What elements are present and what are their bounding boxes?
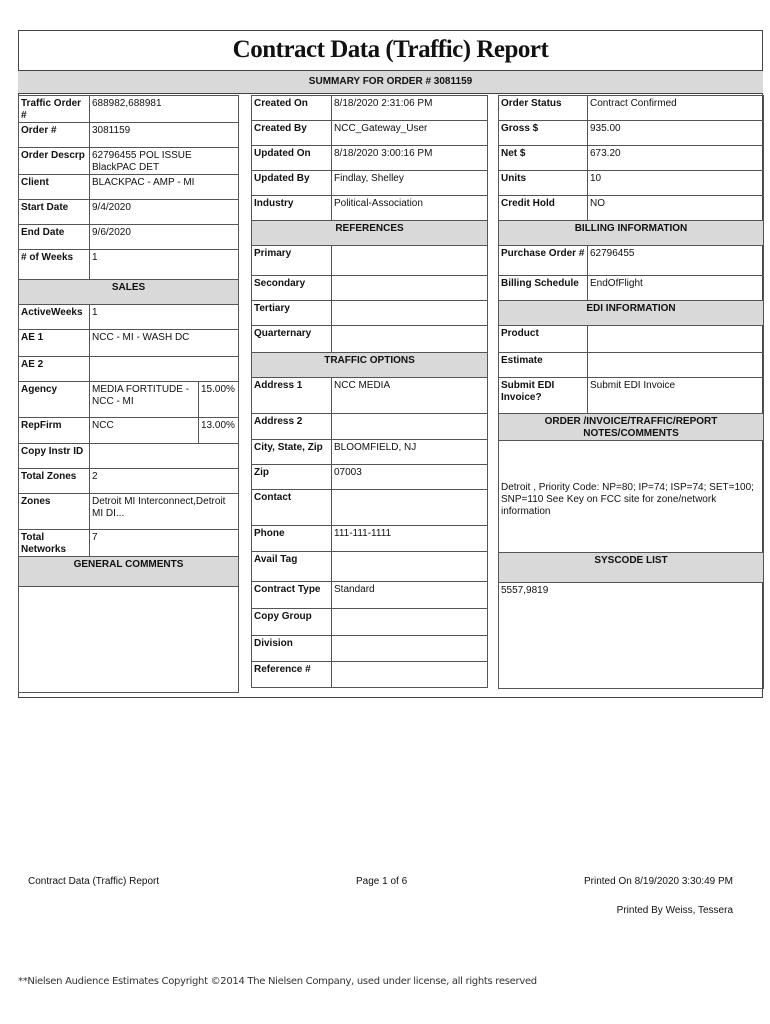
total-networks-label: Total Networks <box>19 530 90 557</box>
tertiary-label: Tertiary <box>252 301 332 326</box>
total-zones-value: 2 <box>90 469 239 494</box>
syscode-value: 5557,9819 <box>499 583 764 689</box>
address2-label: Address 2 <box>252 414 332 440</box>
order-descr-label: Order Descrp <box>19 148 90 175</box>
secondary-value <box>332 276 488 301</box>
avail-tag-value <box>332 552 488 582</box>
traffic-order-label: Traffic Order # <box>19 96 90 123</box>
copy-group-label: Copy Group <box>252 609 332 636</box>
purchase-order-value: 62796455 <box>588 246 764 276</box>
footer-report-name: Contract Data (Traffic) Report <box>28 876 160 887</box>
ae2-label: AE 2 <box>19 357 90 382</box>
client-value: BLACKPAC - AMP - MI <box>90 175 239 200</box>
zones-value: Detroit MI Interconnect,Detroit MI DI... <box>90 494 239 530</box>
updated-by-value: Findlay, Shelley <box>332 171 488 196</box>
net-label: Net $ <box>499 146 588 171</box>
repfirm-value: NCC <box>90 418 199 444</box>
billing-header: BILLING INFORMATION <box>499 221 764 246</box>
order-status-value: Contract Confirmed <box>588 96 764 121</box>
ae1-label: AE 1 <box>19 330 90 357</box>
repfirm-label: RepFirm <box>19 418 90 444</box>
primary-label: Primary <box>252 246 332 276</box>
industry-value: Political-Association <box>332 196 488 221</box>
city-value: BLOOMFIELD, NJ <box>332 440 488 465</box>
industry-label: Industry <box>252 196 332 221</box>
copy-group-value <box>332 609 488 636</box>
order-status-label: Order Status <box>499 96 588 121</box>
notes-text: Detroit , Priority Code: NP=80; IP=74; ISP=74; SET=100; SNP=110 See Key on FCC site for zone/network information <box>501 481 754 517</box>
repfirm-pct: 13.00% <box>199 418 239 444</box>
left-table <box>18 95 239 693</box>
order-value: 3081159 <box>90 123 239 148</box>
estimate-label: Estimate <box>499 353 588 378</box>
gross-label: Gross $ <box>499 121 588 146</box>
zones-label: Zones <box>19 494 90 530</box>
created-on-label: Created On <box>252 96 332 121</box>
copy-instr-value <box>90 444 239 469</box>
right-table <box>498 95 764 689</box>
order-descr-value: 62796455 POL ISSUE BlackPAC DET <box>90 148 239 175</box>
ae1-value: NCC - MI - WASH DC <box>90 330 239 357</box>
agency-label: Agency <box>19 382 90 418</box>
created-by-label: Created By <box>252 121 332 146</box>
start-date-value: 9/4/2020 <box>90 200 239 225</box>
traffic-options-header: TRAFFIC OPTIONS <box>252 353 488 378</box>
division-label: Division <box>252 636 332 662</box>
weeks-value: 1 <box>90 250 239 280</box>
credit-hold-value: NO <box>588 196 764 221</box>
primary-value <box>332 246 488 276</box>
end-date-label: End Date <box>19 225 90 250</box>
quarternary-label: Quarternary <box>252 326 332 353</box>
submit-edi-value: Submit EDI Invoice <box>588 378 764 414</box>
weeks-label: # of Weeks <box>19 250 90 280</box>
division-value <box>332 636 488 662</box>
contact-label: Contact <box>252 490 332 526</box>
contract-type-label: Contract Type <box>252 582 332 609</box>
city-label: City, State, Zip <box>252 440 332 465</box>
phone-value: 111-111-1111 <box>332 526 488 552</box>
secondary-label: Secondary <box>252 276 332 301</box>
created-by-value: NCC_Gateway_User <box>332 121 488 146</box>
active-weeks-label: ActiveWeeks <box>19 305 90 330</box>
agency-pct: 15.00% <box>199 382 239 418</box>
phone-label: Phone <box>252 526 332 552</box>
syscode-header: SYSCODE LIST <box>499 553 764 583</box>
units-value: 10 <box>588 171 764 196</box>
general-comments-body <box>19 587 239 693</box>
gross-value: 935.00 <box>588 121 764 146</box>
updated-on-label: Updated On <box>252 146 332 171</box>
total-networks-value: 7 <box>90 530 239 557</box>
notes-body <box>499 441 764 553</box>
client-label: Client <box>19 175 90 200</box>
reference-label: Reference # <box>252 662 332 688</box>
summary-bar: SUMMARY FOR ORDER # 3081159 <box>18 70 763 94</box>
ae2-value <box>90 357 239 382</box>
billing-schedule-label: Billing Schedule <box>499 276 588 301</box>
updated-by-label: Updated By <box>252 171 332 196</box>
net-value: 673.20 <box>588 146 764 171</box>
product-label: Product <box>499 326 588 353</box>
zip-label: Zip <box>252 465 332 490</box>
report-title: Contract Data (Traffic) Report <box>232 36 549 63</box>
active-weeks-value: 1 <box>90 305 239 330</box>
end-date-value: 9/6/2020 <box>90 225 239 250</box>
footer-copyright: **Nielsen Audience Estimates Copyright ©2014 The Nielsen Company, used under license, all rights reserved <box>18 976 537 987</box>
submit-edi-label: Submit EDI Invoice? <box>499 378 588 414</box>
units-label: Units <box>499 171 588 196</box>
middle-table <box>251 95 488 688</box>
address2-value <box>332 414 488 440</box>
start-date-label: Start Date <box>19 200 90 225</box>
address1-label: Address 1 <box>252 378 332 414</box>
reference-value <box>332 662 488 688</box>
copy-instr-label: Copy Instr ID <box>19 444 90 469</box>
total-zones-label: Total Zones <box>19 469 90 494</box>
estimate-value <box>588 353 764 378</box>
footer-page: Page 1 of 6 <box>356 876 408 887</box>
avail-tag-label: Avail Tag <box>252 552 332 582</box>
purchase-order-label: Purchase Order # <box>499 246 588 276</box>
quarternary-value <box>332 326 488 353</box>
zip-value: 07003 <box>332 465 488 490</box>
references-header: REFERENCES <box>252 221 488 246</box>
agency-value: MEDIA FORTITUDE - NCC - MI <box>90 382 199 418</box>
edi-header: EDI INFORMATION <box>499 301 764 326</box>
traffic-order-value: 688982,688981 <box>90 96 239 123</box>
created-on-value: 8/18/2020 2:31:06 PM <box>332 96 488 121</box>
contact-value <box>332 490 488 526</box>
address1-value: NCC MEDIA <box>332 378 488 414</box>
product-value <box>588 326 764 353</box>
billing-schedule-value: EndOfFlight <box>588 276 764 301</box>
notes-header: ORDER /INVOICE/TRAFFIC/REPORT NOTES/COMMENTS <box>499 414 764 441</box>
footer-printed-by: Printed By Weiss, Tessera <box>616 905 733 916</box>
general-comments-header: GENERAL COMMENTS <box>19 557 239 587</box>
footer-printed-on: Printed On 8/19/2020 3:30:49 PM <box>584 876 733 887</box>
credit-hold-label: Credit Hold <box>499 196 588 221</box>
contract-type-value: Standard <box>332 582 488 609</box>
sales-header: SALES <box>19 280 239 305</box>
updated-on-value: 8/18/2020 3:00:16 PM <box>332 146 488 171</box>
tertiary-value <box>332 301 488 326</box>
order-label: Order # <box>19 123 90 148</box>
